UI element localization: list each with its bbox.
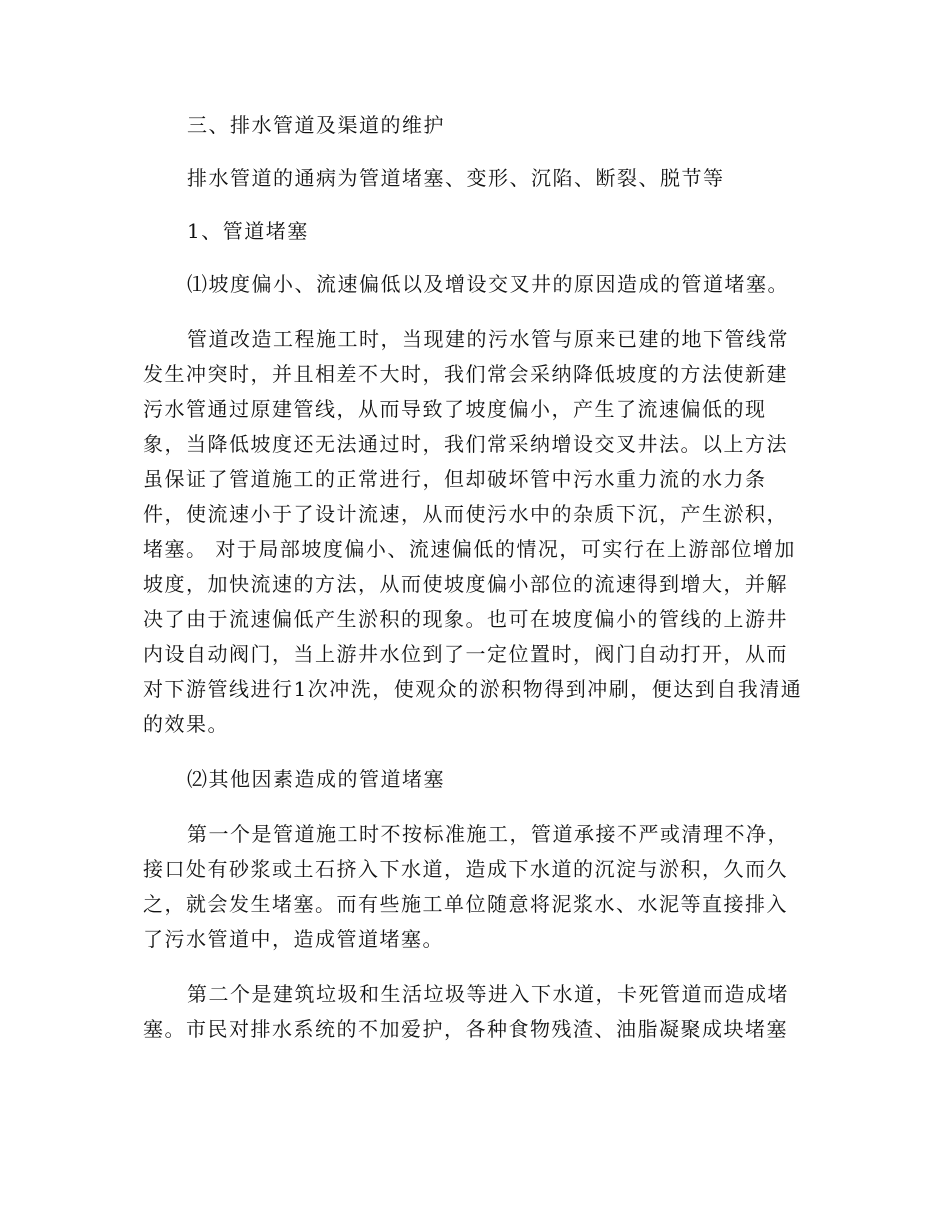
body-paragraph-garbage: 第二个是建筑垃圾和生活垃圾等进入下水道，卡死管道而造成堵塞。市民对排水系统的不加爱护，各种食物残渣、油脂凝聚成块堵塞 xyxy=(143,982,789,1041)
section-heading: 三、排水管道及渠道的维护 xyxy=(187,113,445,137)
body-paragraph-slope: 管道改造工程施工时，当现建的污水管与原来已建的地下管线常发生冲突时，并且相差不大时，我们常会采纳降低坡度的方法使新建污水管通过原建管线，从而导致了坡度偏小，产生了流速偏低的现象，当降低坡度还无法通过时，我们常采纳增设交叉井法。以上方法虽保证了管道施工的正常进行，但却破坏管中污水重力流的水力条件，使流速小于了设计流速，从而使污水中的杂质下沉，产生淤积，堵塞。 对于局部坡度偏小、流速偏低的情况，可实行在上游部位增加坡度，加快流速的方法，从而使坡度偏小部位的流速得到增大，并解决了由于流速偏低产生淤积的现象。也可在坡度偏小的管线的上游井内设自动阀门，当上游井水位到了一定位置时，阀门自动打开，从而对下游管线进行1次冲洗，使观众的淤积物得到冲刷，便达到自我清通的效果。 xyxy=(143,327,803,736)
body-paragraph-construction: 第一个是管道施工时不按标准施工，管道承接不严或清理不净，接口处有砂浆或土石挤入下水道，造成下水道的沉淀与淤积，久而久之，就会发生堵塞。而有些施工单位随意将泥浆水、水泥等直接排入了污水管道中，造成管道堵塞。 xyxy=(143,822,789,951)
intro-paragraph: 排水管道的通病为管道堵塞、变形、沉陷、断裂、脱节等 xyxy=(187,166,725,190)
item-heading-other-factors: ⑵其他因素造成的管道堵塞 xyxy=(187,767,445,791)
item-heading-slope: ⑴坡度偏小、流速偏低以及增设交叉井的原因造成的管道堵塞。 xyxy=(187,272,789,296)
document-body xyxy=(143,108,808,1047)
subsection-heading-blockage: 1、管道堵塞 xyxy=(187,219,309,243)
